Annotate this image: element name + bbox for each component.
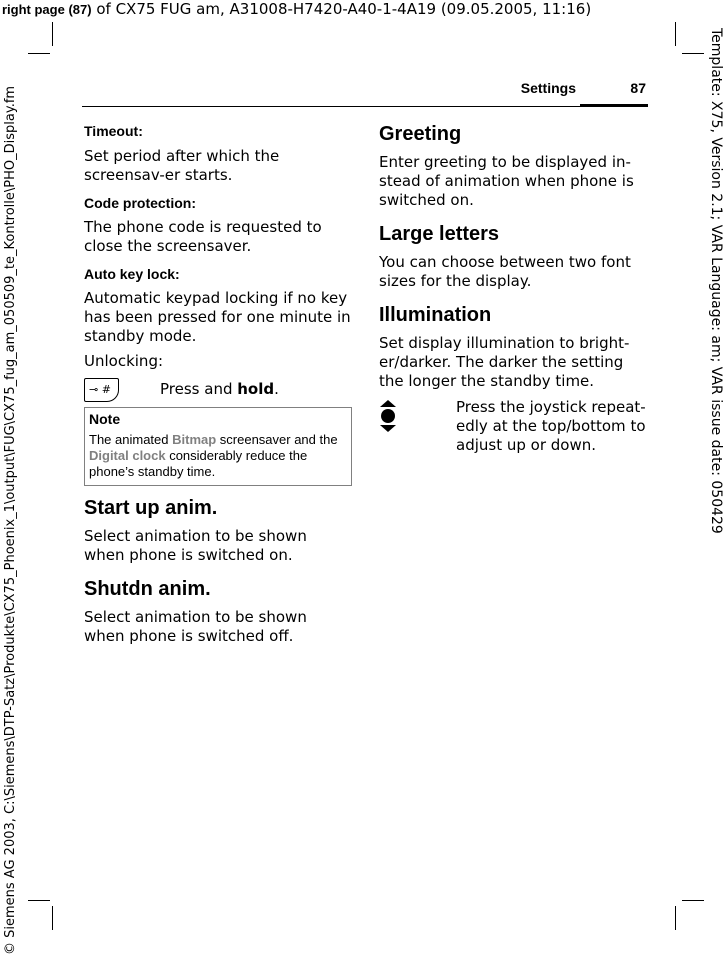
production-header (2, 1, 591, 18)
copyright-path-vertical: © Siemens AG 2003, C:\Siemens\DTP-Satz\Produkte\CX75_Phoenix_1\output\FUG\CX75_fug_am_050509_te_Kontrolle\PHO_Display.fm (3, 85, 18, 955)
header-rule-accent (580, 104, 648, 107)
crop-mark (682, 900, 704, 901)
start-up-anim-heading: Start up anim. (84, 497, 218, 519)
press-period: . (274, 380, 279, 398)
crop-mark (28, 53, 50, 54)
crop-mark (682, 53, 704, 54)
joystick-instruction (379, 398, 647, 460)
start-up-anim-text: Select animation to be shown when phone is switched on. (84, 527, 307, 564)
shutdn-anim-text: Select animation to be shown when phone is switched off. (84, 608, 307, 645)
code-protection-label: Code protection: (84, 195, 196, 211)
production-header-details: of CX75 FUG am, A31008-H7420-A40-1-4A19 (09.05.2005, 11:16) (91, 0, 592, 18)
unlocking-label: Unlocking: (84, 352, 164, 370)
crop-mark (52, 906, 53, 930)
unlock-instruction (84, 378, 352, 404)
crop-mark (675, 22, 676, 46)
greeting-text: Enter greeting to be displayed in-stead of animation when phone is switched on. (379, 153, 634, 209)
auto-key-lock-label: Auto key lock: (84, 266, 180, 282)
note-text-b: screensaver and the (216, 432, 338, 447)
crop-mark (675, 906, 676, 930)
header-rule (82, 106, 648, 107)
illumination-heading: Illumination (379, 304, 492, 326)
joystick-text: Press the joystick repeat-edly at the top/bottom to adjust up or down. (456, 398, 646, 454)
hash-key-icon (84, 378, 119, 402)
large-letters-text: You can choose between two font sizes for the display. (379, 253, 631, 290)
hold-text: hold (237, 380, 275, 398)
note-digital-clock: Digital clock (89, 448, 166, 463)
note-text-c: considerably reduce the phone’s standby time. (89, 448, 308, 479)
greeting-heading: Greeting (379, 123, 462, 145)
note-text-a: The animated (89, 432, 173, 447)
auto-key-lock-text: Automatic keypad locking if no key has been pressed for one minute in standby mode. (84, 289, 351, 345)
right-column (379, 122, 647, 460)
timeout-label: Timeout: (84, 123, 143, 139)
timeout-text: Set period after which the screensav-er starts. (84, 147, 280, 184)
illumination-text: Set display illumination to bright-er/darker. The darker the setting the longer the standby time. (379, 334, 630, 390)
large-letters-heading: Large letters (379, 223, 500, 245)
note-bitmap: Bitmap (172, 432, 217, 447)
left-column (84, 122, 352, 646)
shutdn-anim-heading: Shutdn anim. (84, 578, 211, 600)
crop-mark (52, 22, 53, 46)
template-info-vertical: Template: X75, Version 2.1; VAR Language: am; VAR issue date: 050429 (708, 28, 724, 534)
press-text: Press and (160, 380, 238, 398)
running-header-title: Settings (520, 80, 576, 96)
code-protection-text: The phone code is requested to close the screensaver. (84, 218, 322, 255)
hash-key-glyph: ⊸ # (89, 383, 111, 396)
joystick-up-down-icon (379, 400, 397, 432)
production-header-page: right page (87) (2, 2, 92, 17)
note-box (84, 407, 352, 486)
note-title: Note (89, 411, 121, 427)
press-and-hold-text (160, 380, 279, 398)
page-number: 87 (630, 80, 646, 96)
crop-mark (28, 900, 50, 901)
note-text (89, 432, 347, 480)
